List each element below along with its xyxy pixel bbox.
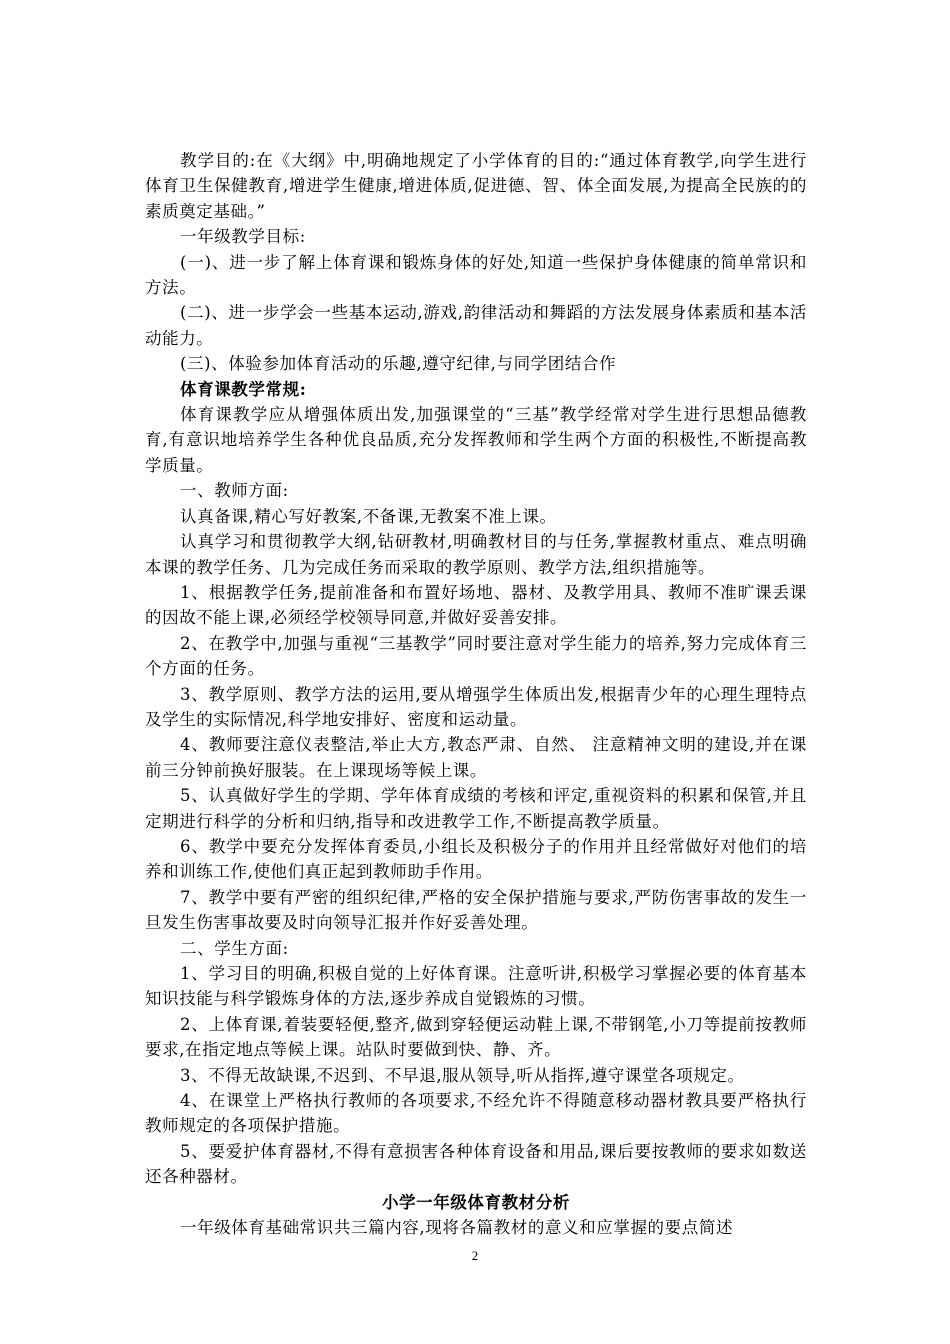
- paragraph-teacher-item-5: 5、认真做好学生的学期、学年体育成绩的考核和评定,重视资料的积累和保管,并且定期进行科学的分析和归纳,指导和改进教学工作,不断提高教学质量。: [145, 786, 807, 831]
- paragraph-teacher-item-1: 1、根据教学任务,提前准备和布置好场地、器材、及教学用具、教师不准旷课丢课的因故不能上课,必须经学校领导同意,并做好妥善安排。: [145, 582, 807, 628]
- paragraph-student-item-1: 1、学习目的明确,积极自觉的上好体育课。注意听讲,积极学习掌握必要的体育基本知识技能与科学锻炼身体的方法,逐步养成自觉锻炼的习惯。: [145, 964, 807, 1009]
- paragraph-teacher-study: 认真学习和贯彻教学大纲,钻研教材,明确教材目的与任务,掌握教材重点、难点明确本课的教学任务、几为完成任务而采取的教学原则、教学方法,组织措施等。: [145, 532, 807, 577]
- paragraph-goal-2: (二)、进一步学会一些基本运动,游戏,韵律活动和舞蹈的方法发展身体素质和基本活动能力。: [145, 303, 807, 348]
- paragraph-teacher-aspect-title: 一、教师方面:: [180, 481, 289, 501]
- paragraph-routine-intro: 体育课教学应从增强体质出发,加强课堂的“三基”教学经常对学生进行思想品德教育,有意识地培养学生各种优良品质,充分发挥教师和学生两个方面的积极性,不断提高教学质量。: [145, 405, 807, 475]
- paragraph-grade-one-goals-title: 一年级教学目标:: [180, 227, 306, 247]
- section-heading-routine: 体育课教学常规:: [180, 379, 307, 399]
- paragraph-teacher-item-7: 7、教学中要有严密的组织纪律,严格的安全保护措施与要求,严防伤害事故的发生一旦发生伤害事故要及时向领导汇报并作好妥善处理。: [145, 887, 807, 933]
- paragraph-student-item-3: 3、不得无故缺课,不迟到、不早退,服从领导,听从指挥,遵守课堂各项规定。: [180, 1065, 745, 1085]
- paragraph-goal-1: (一)、进一步了解上体育课和锻炼身体的好处,知道一些保护身体健康的简单常识和方法。: [145, 252, 807, 298]
- page-number: 2: [471, 1248, 479, 1263]
- document-body: [145, 148, 807, 1240]
- paragraph-teacher-prepare: 认真备课,精心写好教案,不备课,无教案不准上课。: [180, 506, 557, 526]
- paragraph-teacher-item-6: 6、教学中要充分发挥体育委员,小组长及积极分子的作用并且经常做好对他们的培养和训练工作,使他们真正起到教师助手作用。: [145, 836, 807, 882]
- paragraph-teacher-item-2: 2、在教学中,加强与重视“三基教学”同时要注意对学生能力的培养,努力完成体育三个方面的任务。: [145, 633, 807, 679]
- paragraph-student-item-4: 4、在课堂上严格执行教师的各项要求,不经允许不得随意移动器材教具要严格执行教师规定的各项保护措施。: [145, 1091, 807, 1136]
- paragraph-student-aspect-title: 二、学生方面:: [180, 938, 289, 958]
- section-heading-material-analysis: 小学一年级体育教材分析: [381, 1192, 571, 1212]
- paragraph-teacher-item-3: 3、教学原则、教学方法的运用,要从增强学生体质出发,根据青少年的心理生理特点及学生的实际情况,科学地安排好、密度和运动量。: [145, 684, 807, 729]
- paragraph-goal-3: (三)、体验参加体育活动的乐趣,遵守纪律,与同学团结合作: [180, 354, 617, 374]
- paragraph-material-intro: 一年级体育基础常识共三篇内容,现将各篇教材的意义和应掌握的要点简述: [180, 1218, 734, 1238]
- paragraph-student-item-5: 5、要爱护体育器材,不得有意损害各种体育设备和用品,课后要按教师的要求如数送还各种器材。: [145, 1141, 807, 1187]
- paragraph-teaching-purpose: 教学目的:在《大纲》中,明确地规定了小学体育的目的:“通过体育教学,向学生进行体育卫生保健教育,增进学生健康,增进体质,促进德、智、体全面发展,为提高全民族的的素质奠定基础。”: [145, 151, 807, 221]
- paragraph-teacher-item-4: 4、教师要注意仪表整洁,举止大方,教态严肃、自然、 注意精神文明的建设,并在课前三分钟前换好服装。在上课现场等候上课。: [145, 735, 807, 780]
- paragraph-student-item-2: 2、上体育课,着装要轻便,整齐,做到穿轻便运动鞋上课,不带钢笔,小刀等提前按教师要求,在指定地点等候上课。站队时要做到快、静、齐。: [145, 1014, 807, 1060]
